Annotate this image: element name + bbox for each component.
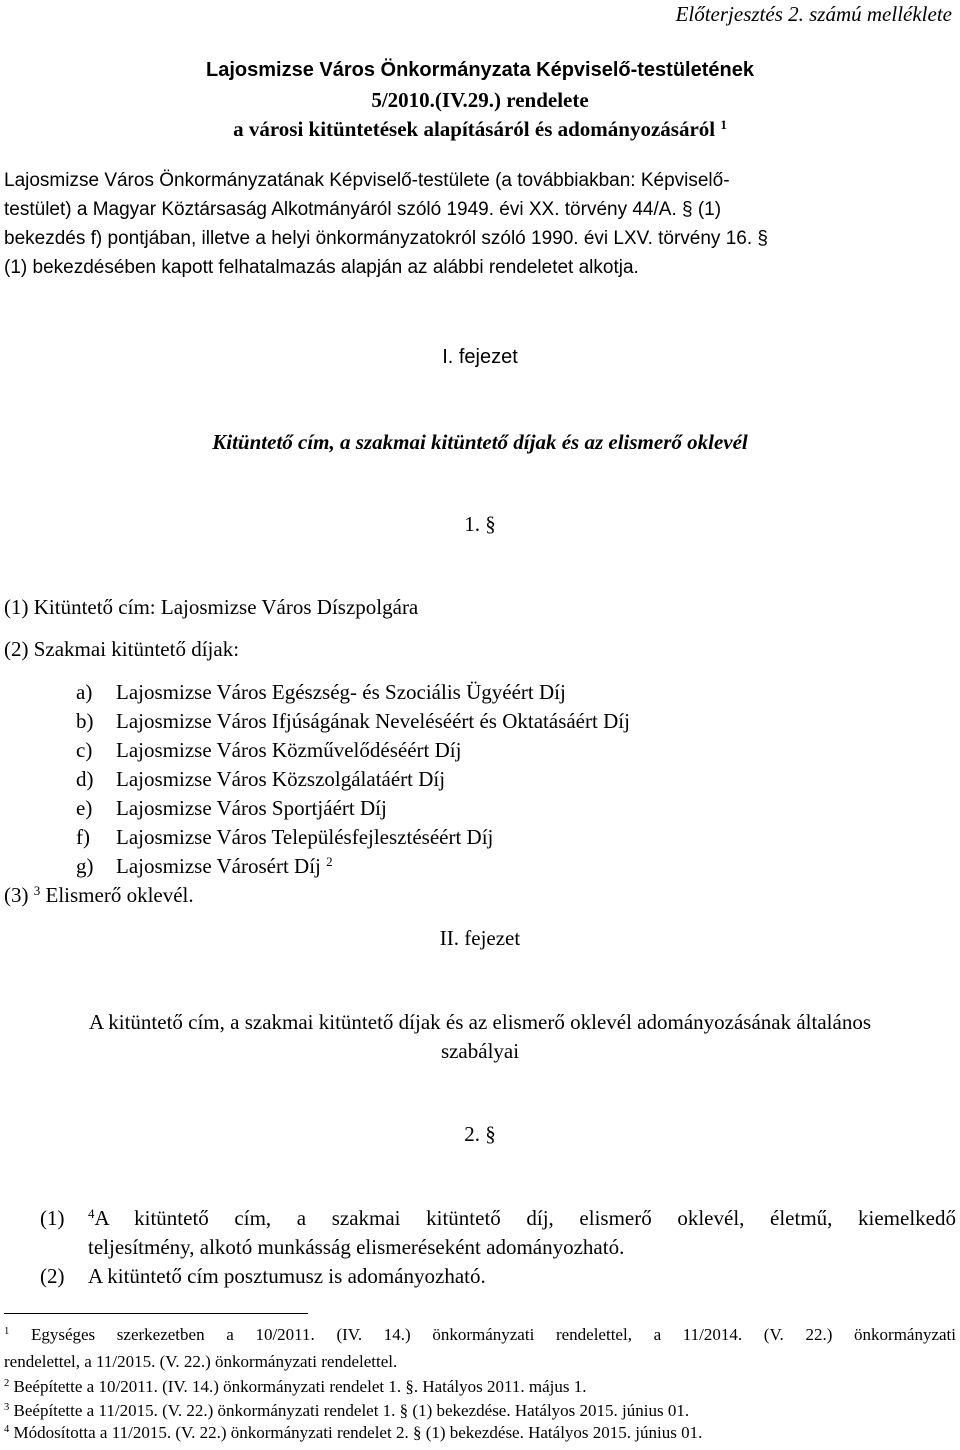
section-1-paragraph-1: (1) Kitüntető cím: Lajosmizse Város Díszpolgára xyxy=(4,595,419,619)
footnote-2: $^2$ Beépítette a 10/2011. (IV. 14.) önkormányzati rendelet 1. §. Hatályos 2011. május 1. xyxy=(4,1377,587,1396)
regulation-number: 5/2010.(IV.29.) rendelete xyxy=(371,88,589,112)
footnote-3: $^3$ Beépítette a 11/2015. (V. 22.) önkormányzati rendelet 1. § (1) bekezdése. Hatályos 2015. június 01. xyxy=(4,1401,690,1420)
award-item: f) Lajosmizse Város Településfejlesztéséért Díj xyxy=(76,825,494,849)
chapter-2-title-line1: A kitüntető cím, a szakmai kitüntető díjak és az elismerő oklevél adományozásának általános xyxy=(88,1010,871,1034)
chapter-1-title: Kitüntető cím, a szakmai kitüntető díjak és az elismerő oklevél xyxy=(212,430,748,454)
footnote-1-line1: $^1$ Egységes szerkezetben a 10/2011. (IV. 14.) önkormányzati rendelettel, a 11/2014. (V. 22.) önkormányzati xyxy=(4,1325,957,1344)
footnote-1-line2: rendelettel, a 11/2015. (V. 22.) önkormányzati rendelettel. xyxy=(4,1352,398,1371)
preamble-line-2: testület) a Magyar Köztársaság Alkotmányáról szóló 1949. évi XX. törvény 44/A. § (1) xyxy=(4,199,722,220)
section-1-paragraph-3: (3) $^3$ Elismerő oklevél. xyxy=(4,882,194,907)
section-2-heading: 2. § xyxy=(464,1122,496,1146)
award-item: g) Lajosmizse Városért Díj $^2$ xyxy=(76,853,333,878)
section-1-paragraph-2: (2) Szakmai kitüntető díjak: xyxy=(4,637,240,661)
chapter-2-title-line2: szabályai xyxy=(440,1039,520,1063)
award-item: c) Lajosmizse Város Közművelődéséért Díj xyxy=(76,738,462,762)
award-item: d) Lajosmizse Város Közszolgálatáért Díj xyxy=(76,767,446,791)
footnote-ref-2: 2 xyxy=(326,853,333,869)
section-2-paragraph-1-num: (1) xyxy=(40,1206,65,1230)
section-2-paragraph-1-line1: $^4$A kitüntető cím, a szakmai kitüntető díj, elismerő oklevél, életmű, kiemelkedő xyxy=(88,1205,956,1230)
footnote-ref-4: 4 xyxy=(88,1205,95,1221)
section-1-heading: 1. § xyxy=(464,512,496,536)
footnote-ref-1: 1 xyxy=(720,116,727,132)
regulation-title-line1: Lajosmizse Város Önkormányzata Képviselő-testületének xyxy=(206,59,754,81)
footnote-4: $^4$ Módosította a 11/2015. (V. 22.) önkormányzati rendelet 2. § (1) bekezdése. Hatályos 2015. június 01. xyxy=(4,1423,703,1442)
section-2-paragraph-2: (2) A kitüntető cím posztumusz is adományozható. xyxy=(40,1264,486,1288)
preamble-line-3: bekezdés f) pontjában, illetve a helyi önkormányzatokról szóló 1990. évi LXV. törvény 16. § xyxy=(4,228,768,249)
footnote-ref-3: 3 xyxy=(33,882,41,898)
award-item: e) Lajosmizse Város Sportjáért Díj xyxy=(76,796,387,820)
award-item: a) Lajosmizse Város Egészség- és Szociális Ügyéért Díj xyxy=(76,680,566,704)
regulation-subject: a városi kitüntetések alapításáról és adományozásáról $^1$ xyxy=(233,116,727,141)
preamble-line-4: (1) bekezdésében kapott felhatalmazás alapján az alábbi rendeletet alkotja. xyxy=(4,257,639,278)
chapter-2-label: II. fejezet xyxy=(439,926,521,950)
header-note: Előterjesztés 2. számú melléklete xyxy=(675,2,952,26)
footnote-separator xyxy=(4,1313,308,1314)
chapter-1-label: I. fejezet xyxy=(442,346,518,368)
award-item: b) Lajosmizse Város Ifjúságának Neveléséért és Oktatásáért Díj xyxy=(76,709,630,733)
section-2-paragraph-1-line2: teljesítmény, alkotó munkásság elismeréseként adományozható. xyxy=(88,1235,625,1259)
preamble-line-1: Lajosmizse Város Önkormányzatának Képviselő-testülete (a továbbiakban: Képviselő- xyxy=(4,170,730,191)
